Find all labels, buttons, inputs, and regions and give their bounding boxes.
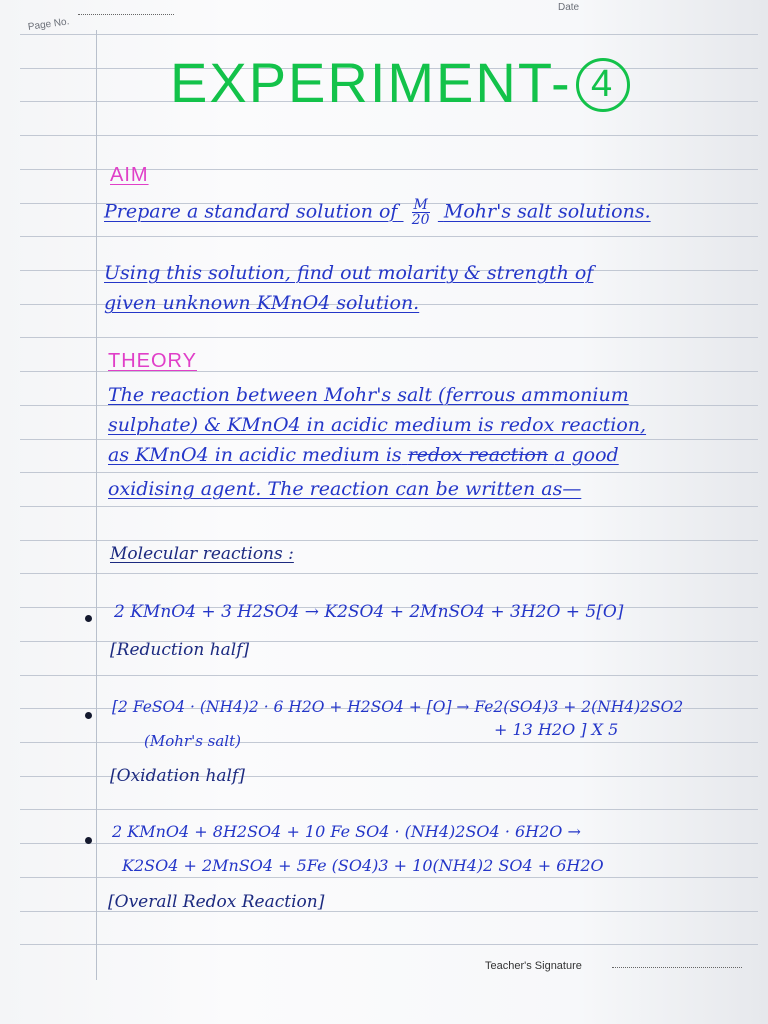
theory-line-2: sulphate) & KMnO4 in acidic medium is redox reaction, — [108, 414, 647, 436]
reaction-2-line-2: + 13 H2O ] X 5 — [494, 720, 619, 739]
margin-line — [96, 30, 97, 980]
aim-line-1-text: Prepare a standard solution of — [104, 200, 398, 223]
fraction — [412, 198, 430, 227]
theory-line-3-end: a good — [554, 444, 619, 466]
teacher-signature-label: Teacher's Signature — [485, 960, 582, 972]
bullet — [85, 712, 92, 719]
reaction-3-line-2: K2SO4 + 2MnSO4 + 5Fe (SO4)3 + 10(NH4)2 SO4 + 6H2O — [122, 856, 604, 875]
reaction-1: 2 KMnO4 + 3 H2SO4 → K2SO4 + 2MnSO4 + 3H2O + 5[O] — [114, 602, 624, 622]
page-title — [170, 50, 630, 115]
theory-line-3 — [108, 444, 619, 466]
ruled-line — [20, 573, 758, 574]
reduction-half-label: Reduction half — [116, 640, 243, 660]
fraction-denominator: 20 — [411, 212, 430, 228]
ruled-line — [20, 944, 758, 945]
title-text: EXPERIMENT- — [170, 51, 572, 114]
teacher-signature-field — [612, 967, 742, 968]
aim-heading: AIM — [110, 164, 149, 186]
reaction-3-label: [Overall Redox Reaction] — [108, 892, 325, 912]
bullet — [85, 615, 92, 622]
page-no-field — [78, 14, 174, 15]
aim-line-1 — [104, 198, 651, 227]
oxidation-half-label: Oxidation half — [116, 766, 239, 786]
fraction-numerator: M — [413, 197, 428, 213]
aim-line-2: Using this solution, find out molarity & strength of — [104, 262, 594, 284]
theory-line-4: oxidising agent. The reaction can be written as— — [108, 478, 582, 500]
ruled-line — [20, 236, 758, 237]
reaction-1-label: [Reduction half] — [110, 640, 250, 660]
ruled-line — [20, 34, 758, 35]
aim-line-1-end: Mohr's salt solutions. — [443, 200, 651, 223]
ruled-line — [20, 877, 758, 878]
ruled-line — [20, 135, 758, 136]
theory-line-3-start: as KMnO4 in acidic medium is — [108, 444, 402, 466]
page-no-label: Page No. — [27, 16, 71, 33]
reaction-2-note: (Mohr's salt) — [144, 732, 241, 750]
reaction-2-label: [Oxidation half] — [110, 766, 245, 786]
ruled-line — [20, 675, 758, 676]
ruled-line — [20, 439, 758, 440]
ruled-line — [20, 809, 758, 810]
theory-line-1: The reaction between Mohr's salt (ferrous ammonium — [108, 384, 629, 406]
ruled-line — [20, 472, 758, 473]
overall-redox-label: Overall Redox Reaction — [114, 892, 318, 912]
ruled-line — [20, 540, 758, 541]
bullet — [85, 837, 92, 844]
ruled-line — [20, 506, 758, 507]
date-label: Date — [558, 2, 580, 13]
reaction-3-line-1: 2 KMnO4 + 8H2SO4 + 10 Fe SO4 · (NH4)2SO4 · 6H2O → — [112, 822, 581, 841]
molecular-heading: Molecular reactions : — [110, 544, 294, 564]
aim-line-3: given unknown KMnO4 solution. — [104, 292, 420, 314]
theory-heading: THEORY — [108, 350, 197, 372]
reaction-2-line-1: [2 FeSO4 · (NH4)2 · 6 H2O + H2SO4 + [O] → Fe2(SO4)3 + 2(NH4)2SO2 — [112, 698, 684, 716]
ruled-line — [20, 843, 758, 844]
ruled-line — [20, 337, 758, 338]
ruled-line — [20, 742, 758, 743]
experiment-number: 4 — [576, 58, 630, 112]
struck-text: redox reaction — [407, 444, 549, 466]
